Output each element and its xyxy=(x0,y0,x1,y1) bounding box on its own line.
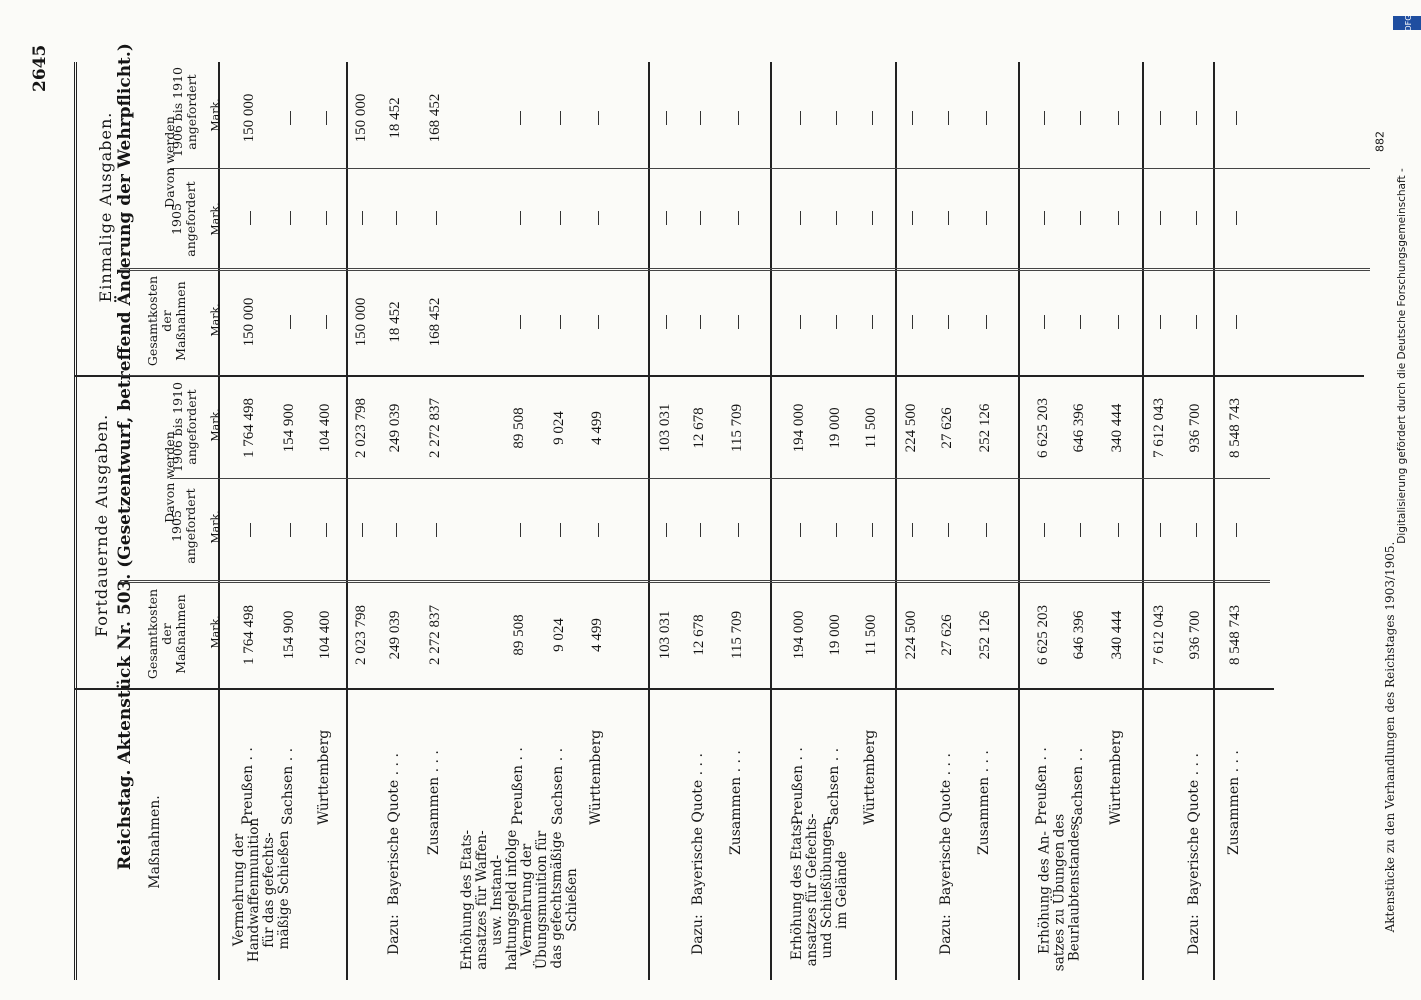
row-quote-f_total: 936 700 xyxy=(1187,610,1203,660)
rule-col-label xyxy=(74,688,1274,690)
cell-e_total-dash xyxy=(560,315,561,329)
cell-e_1906-dash xyxy=(1118,111,1119,125)
row-quote-e_1905-dash xyxy=(948,211,949,225)
row-quote-e_total-dash xyxy=(700,315,701,329)
footer-text: Aktenstücke zu den Verhandlungen des Reichstages 1903/1905. xyxy=(1383,541,1397,933)
cell-f_1906: 11 500 xyxy=(863,407,879,449)
cell-e_1906-dash xyxy=(520,111,521,125)
state-label: Württemberg xyxy=(862,729,878,825)
cell-e_total-dash xyxy=(1044,315,1045,329)
cell-f_1905-dash xyxy=(1080,523,1081,537)
rule-col-f-1905 xyxy=(120,580,1270,583)
cell-f_1906: 9 024 xyxy=(551,411,567,445)
row-zusammen-e_1905-dash xyxy=(1236,211,1237,225)
row-zusammen-e_1906-dash xyxy=(738,111,739,125)
cell-e_total-dash xyxy=(836,315,837,329)
cell-f_total: 154 900 xyxy=(281,610,297,660)
row-zusammen-e_1905-dash xyxy=(986,211,987,225)
cell-f_total: 194 000 xyxy=(791,610,807,660)
cell-f_total: 6 625 203 xyxy=(1035,605,1051,665)
cell-e_1906-dash xyxy=(1080,111,1081,125)
row-zusammen-e_1906: 168 452 xyxy=(427,93,443,143)
rule-fortdauernde-einmalige xyxy=(74,375,1364,377)
cell-f_1906: 6 625 203 xyxy=(1035,398,1051,458)
state-label: Preußen . . xyxy=(1034,747,1050,825)
digitization-note: Digitalisierung gefördert durch die Deutsche Forschungsgemeinschaft - xyxy=(1396,168,1408,544)
row-zusammen-e_total-dash xyxy=(738,315,739,329)
group-label: Erhöhung des Etats- ansatzes für Waffen- usw. Instand- haltungsgeld infolge Vermehrung der Übungsmunition für das gefechtsmäßige Schießen xyxy=(459,829,580,971)
row-zusammen-f_1905-dash xyxy=(986,523,987,537)
state-label: Sachsen . . xyxy=(550,747,566,825)
state-label: Württemberg xyxy=(316,729,332,825)
header-f-1906: 1906 bis 1910 angefordert xyxy=(170,382,199,472)
row-zusammen-e_total: 168 452 xyxy=(427,297,443,347)
row-quote-f_1905-dash xyxy=(948,523,949,537)
zusammen-label: Zusammen . . . xyxy=(426,750,442,855)
row-zusammen-f_1906: 252 126 xyxy=(977,403,993,453)
row-zusammen-e_1906-dash xyxy=(986,111,987,125)
rule-group-7 xyxy=(1213,62,1215,980)
row-zusammen-e_total-dash xyxy=(986,315,987,329)
cell-e_total-dash xyxy=(520,315,521,329)
row-zusammen-e_total-dash xyxy=(1236,315,1237,329)
row-sum-f_total: 7 612 043 xyxy=(1151,605,1167,665)
cell-e_1906-dash xyxy=(560,111,561,125)
row-quote-f_1906: 12 678 xyxy=(691,407,707,449)
cell-f_total: 11 500 xyxy=(863,614,879,656)
row-sum-e_1905-dash xyxy=(912,211,913,225)
header-e-davon: Davon werden xyxy=(162,116,177,208)
row-sum-e_1905-dash xyxy=(666,211,667,225)
dfg-logo: DFG xyxy=(1393,16,1421,30)
row-quote-e_1906-dash xyxy=(1196,111,1197,125)
zusammen-label: Zusammen . . . xyxy=(1226,750,1242,855)
cell-e_total-dash xyxy=(598,315,599,329)
cell-e_1905-dash xyxy=(800,211,801,225)
row-quote-f_1906: 936 700 xyxy=(1187,403,1203,453)
cell-e_total-dash xyxy=(872,315,873,329)
header-e-gesamtkosten: Gesamtkosten der Maßnahmen xyxy=(145,275,188,367)
row-zusammen-f_total: 252 126 xyxy=(977,610,993,660)
cell-f_1905-dash xyxy=(560,523,561,537)
row-quote-e_1906-dash xyxy=(700,111,701,125)
cell-e_1905-dash xyxy=(326,211,327,225)
row-sum-f_total: 2 023 798 xyxy=(353,605,369,665)
row-sum-e_1906-dash xyxy=(1160,111,1161,125)
row-quote-f_1905-dash xyxy=(1196,523,1197,537)
zusammen-label: Zusammen . . . xyxy=(728,750,744,855)
header-fortdauernde: Fortdauernde Ausgaben. xyxy=(92,413,111,637)
cell-e_1905-dash xyxy=(836,211,837,225)
cell-e_1906-dash xyxy=(872,111,873,125)
row-quote-e_1905-dash xyxy=(700,211,701,225)
row-sum-f_1905-dash xyxy=(362,523,363,537)
cell-f_1905-dash xyxy=(250,523,251,537)
header-f-unit: Mark. xyxy=(209,615,222,649)
row-quote-e_1906: 18 452 xyxy=(387,97,403,139)
cell-f_1905-dash xyxy=(1118,523,1119,537)
group-label: Erhöhung des Etats- ansatzes für Gefechts- und Schießübungen im Gelände xyxy=(789,813,850,967)
row-sum-f_1906: 7 612 043 xyxy=(1151,398,1167,458)
row-sum-e_1906-dash xyxy=(666,111,667,125)
header-e-1905-unit: Mark. xyxy=(209,202,222,236)
row-quote-e_1905-dash xyxy=(1196,211,1197,225)
cell-f_1905-dash xyxy=(836,523,837,537)
row-sum-f_1905-dash xyxy=(666,523,667,537)
running-head: Reichstag. Aktenstück Nr. 503. (Gesetzentwurf, betreffend Änderung der Wehrpflicht.) xyxy=(115,43,135,870)
row-zusammen-f_total: 2 272 837 xyxy=(427,605,443,665)
header-e-1906-unit: Mark. xyxy=(209,98,222,132)
cell-e_1905-dash xyxy=(250,211,251,225)
row-quote-e_total-dash xyxy=(1196,315,1197,329)
cell-f_1905-dash xyxy=(326,523,327,537)
rule-subheader xyxy=(120,375,220,376)
row-quote-f_total: 27 626 xyxy=(939,614,955,656)
row-sum-f_total: 103 031 xyxy=(657,610,673,660)
cell-e_1906-dash xyxy=(800,111,801,125)
state-label: Preußen . . xyxy=(510,747,526,825)
cell-f_1906: 194 000 xyxy=(791,403,807,453)
quote-label: Dazu: Bayerische Quote . . . xyxy=(690,753,706,955)
cell-f_total: 104 400 xyxy=(317,610,333,660)
row-quote-e_1906-dash xyxy=(948,111,949,125)
row-quote-f_total: 249 039 xyxy=(387,610,403,660)
cell-f_total: 646 396 xyxy=(1071,610,1087,660)
header-massnahmen: Maßnahmen. xyxy=(147,795,163,889)
header-e-1906: 1906 bis 1910 angefordert xyxy=(170,67,199,157)
row-sum-e_1905-dash xyxy=(1160,211,1161,225)
row-sum-e_total-dash xyxy=(912,315,913,329)
cell-f_total: 9 024 xyxy=(551,618,567,652)
cell-f_1905-dash xyxy=(800,523,801,537)
header-f-1906-unit: Mark. xyxy=(209,408,222,442)
cell-e_1906: 150 000 xyxy=(241,93,257,143)
header-f-gesamtkosten: Gesamtkosten der Maßnahmen xyxy=(145,588,188,680)
row-quote-f_1906: 249 039 xyxy=(387,403,403,453)
header-e-1905: 1905 angefordert xyxy=(169,181,198,257)
row-sum-f_1906: 224 500 xyxy=(903,403,919,453)
quote-label: Dazu: Bayerische Quote . . . xyxy=(938,753,954,955)
cell-e_1905-dash xyxy=(1044,211,1045,225)
cell-e_1905-dash xyxy=(520,211,521,225)
scan-number: 882 xyxy=(1373,131,1387,152)
cell-e_1906-dash xyxy=(290,111,291,125)
rule-group-6 xyxy=(1142,62,1144,980)
row-zusammen-f_total: 115 709 xyxy=(729,610,745,660)
row-sum-f_total: 224 500 xyxy=(903,610,919,660)
cell-f_1906: 646 396 xyxy=(1071,403,1087,453)
cell-e_total-dash xyxy=(800,315,801,329)
cell-e_1905-dash xyxy=(598,211,599,225)
cell-f_1905-dash xyxy=(872,523,873,537)
row-sum-e_total-dash xyxy=(1160,315,1161,329)
cell-e_1906-dash xyxy=(836,111,837,125)
rule-col-f-1906 xyxy=(170,478,1270,479)
table-top-rule xyxy=(74,62,77,980)
cell-e_1905-dash xyxy=(560,211,561,225)
cell-f_1905-dash xyxy=(290,523,291,537)
row-zusammen-f_1905-dash xyxy=(1236,523,1237,537)
row-sum-f_1906: 103 031 xyxy=(657,403,673,453)
row-zusammen-e_1905-dash xyxy=(436,211,437,225)
group-label: Erhöhung des An- satzes zu Übungen des Beurlaubtenstandes xyxy=(1036,813,1083,972)
row-sum-e_total: 150 000 xyxy=(353,297,369,347)
cell-e_1906-dash xyxy=(326,111,327,125)
row-quote-f_total: 12 678 xyxy=(691,614,707,656)
quote-label: Dazu: Bayerische Quote . . . xyxy=(386,753,402,955)
state-label: Sachsen . . xyxy=(1070,747,1086,825)
zusammen-label: Zusammen . . . xyxy=(976,750,992,855)
cell-f_total: 89 508 xyxy=(511,614,527,656)
header-f-1905: 1905 angefordert xyxy=(169,488,198,564)
cell-f_total: 4 499 xyxy=(589,618,605,652)
row-sum-e_1906: 150 000 xyxy=(353,93,369,143)
cell-f_total: 1 764 498 xyxy=(241,605,257,665)
cell-f_total: 340 444 xyxy=(1109,610,1125,660)
group-label: Vermehrung der Handwaffenmunition für das gefechts- mäßige Schießen xyxy=(231,817,292,963)
row-quote-f_1906: 27 626 xyxy=(939,407,955,449)
row-quote-f_1905-dash xyxy=(396,523,397,537)
cell-f_1906: 340 444 xyxy=(1109,403,1125,453)
state-label: Württemberg xyxy=(1108,729,1124,825)
state-label: Württemberg xyxy=(588,729,604,825)
row-sum-e_total-dash xyxy=(666,315,667,329)
cell-f_1906: 89 508 xyxy=(511,407,527,449)
state-label: Sachsen . . xyxy=(280,747,296,825)
row-zusammen-e_1906-dash xyxy=(1236,111,1237,125)
row-quote-f_1905-dash xyxy=(700,523,701,537)
rule-group-5 xyxy=(1018,62,1020,980)
rule-group-2 xyxy=(648,62,650,980)
row-sum-f_1905-dash xyxy=(1160,523,1161,537)
page-number: 2645 xyxy=(30,44,50,92)
rule-col-e-1905 xyxy=(120,268,1370,271)
row-zusammen-f_1906: 115 709 xyxy=(729,403,745,453)
cell-f_1905-dash xyxy=(520,523,521,537)
cell-e_1905-dash xyxy=(1080,211,1081,225)
cell-e_1905-dash xyxy=(1118,211,1119,225)
state-label: Preußen . . xyxy=(790,747,806,825)
cell-e_1905-dash xyxy=(872,211,873,225)
cell-e_1905-dash xyxy=(290,211,291,225)
rule-group-4 xyxy=(895,62,897,980)
cell-f_1906: 19 000 xyxy=(827,407,843,449)
row-sum-f_1906: 2 023 798 xyxy=(353,398,369,458)
cell-f_1906: 4 499 xyxy=(589,411,605,445)
row-zusammen-f_1905-dash xyxy=(436,523,437,537)
cell-e_total-dash xyxy=(326,315,327,329)
cell-f_total: 19 000 xyxy=(827,614,843,656)
quote-label: Dazu: Bayerische Quote . . . xyxy=(1186,753,1202,955)
header-e-unit: Mark. xyxy=(209,303,222,337)
cell-f_1906: 104 400 xyxy=(317,403,333,453)
cell-f_1906: 1 764 498 xyxy=(241,398,257,458)
row-quote-e_total-dash xyxy=(948,315,949,329)
rule-col-e-1906 xyxy=(170,168,1370,169)
row-quote-e_total: 18 452 xyxy=(387,301,403,343)
cell-e_1906-dash xyxy=(598,111,599,125)
cell-f_1906: 154 900 xyxy=(281,403,297,453)
row-sum-e_1905-dash xyxy=(362,211,363,225)
state-label: Sachsen . . xyxy=(826,747,842,825)
cell-e_total-dash xyxy=(290,315,291,329)
row-zusammen-f_1906: 2 272 837 xyxy=(427,398,443,458)
cell-e_total: 150 000 xyxy=(241,297,257,347)
row-quote-e_1905-dash xyxy=(396,211,397,225)
row-zusammen-f_1905-dash xyxy=(738,523,739,537)
rule-group-3 xyxy=(770,62,772,980)
cell-e_1906-dash xyxy=(1044,111,1045,125)
row-zusammen-e_1905-dash xyxy=(738,211,739,225)
cell-f_1905-dash xyxy=(598,523,599,537)
header-f-1905-unit: Mark. xyxy=(209,510,222,544)
state-label: Preußen . . xyxy=(240,747,256,825)
header-einmalige: Einmalige Ausgaben. xyxy=(96,111,115,303)
row-zusammen-f_1906: 8 548 743 xyxy=(1227,398,1243,458)
row-zusammen-f_total: 8 548 743 xyxy=(1227,605,1243,665)
cell-e_total-dash xyxy=(1118,315,1119,329)
cell-f_1905-dash xyxy=(1044,523,1045,537)
header-f-davon: Davon werden xyxy=(162,431,177,523)
rule-group-1 xyxy=(346,62,348,980)
row-sum-f_1905-dash xyxy=(912,523,913,537)
row-sum-e_1906-dash xyxy=(912,111,913,125)
cell-e_total-dash xyxy=(1080,315,1081,329)
